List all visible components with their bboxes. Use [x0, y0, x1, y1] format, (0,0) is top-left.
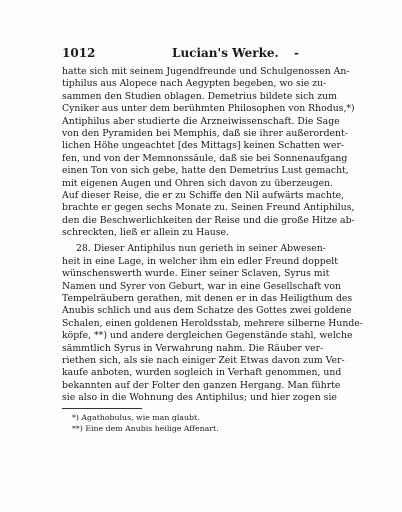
text-line: Tempelräubern gerathen, mit denen er in das Heiligthum des	[62, 293, 353, 305]
text-line: Namen und Syrer von Geburt, war in eine Gesellschaft von	[62, 280, 341, 292]
footnote-rule	[62, 408, 142, 409]
text-line: Cyniker aus unter dem berühmten Philosophen von Rhodus,*)	[62, 103, 355, 115]
text-line: von den Pyramiden bei Memphis, daß sie ihrer außerordent-	[62, 127, 348, 139]
page-number: 1012	[62, 46, 96, 60]
text-line: mit eigenen Augen und Ohren sich davon zu überzeugen.	[62, 177, 334, 189]
text-line: kaufe anboten, wurden sogleich in Verhaft genommen, und	[62, 367, 342, 379]
text-line: sammen den Studien oblagen. Demetrius bildete sich zum	[62, 90, 337, 102]
paragraph-start-line: 28. Dieser Antiphilus nun gerieth in seiner Abwesen-	[76, 243, 326, 255]
footnotes	[72, 412, 352, 434]
text-line: köpfe, **) und andere dergleichen Gegenstände stahl, welche	[62, 330, 353, 342]
text-line: sie also in die Wohnung des Antiphilus; und hier zogen sie	[62, 392, 337, 404]
text-line: riethen sich, als sie nach einiger Zeit Etwas davon zum Ver-	[62, 354, 345, 366]
text-line: Auf dieser Reise, die er zu Schiffe den Nil aufwärts machte,	[62, 189, 345, 201]
header-mark: -	[294, 46, 299, 60]
text-line: den die Beschwerlichkeiten der Reise und die große Hitze ab-	[62, 214, 355, 226]
text-line: tiphilus aus Alopece nach Aegypten begeben, wo sie zu-	[62, 78, 327, 90]
text-line: wünschenswerth wurde. Einer seiner Sclaven, Syrus mit	[62, 268, 330, 280]
text-line: fen, und von der Memnonssäule, daß sie bei Sonnenaufgang	[62, 152, 348, 164]
text-line: Schalen, einen goldenen Heroldsstab, mehrere silberne Hunde-	[62, 317, 363, 329]
text-line: bekannten auf der Folter den ganzen Hergang. Man führte	[62, 379, 341, 391]
running-title: Lucian's Werke.	[172, 46, 279, 60]
text-line: sämmtlich Syrus in Verwahrung nahm. Die Räuber ver-	[62, 342, 324, 354]
text-line: Antiphilus aber studierte die Arzneiwissenschaft. Die Sage	[62, 115, 340, 127]
text-line: heit in eine Lage, in welcher ihm ein edler Freund doppelt	[62, 255, 338, 267]
footnote: *) Agathobulus, wie man glaubt.	[72, 413, 200, 422]
text-line: einen Ton von sich gebe, hatte den Demetrius Lust gemacht,	[62, 165, 349, 177]
main-text	[62, 66, 366, 405]
text-line: hatte sich mit seinem Jugendfreunde und Schulgenossen An-	[62, 66, 350, 77]
page-header	[62, 46, 362, 64]
text-line: schreckten, ließ er allein zu Hause.	[62, 227, 230, 239]
text-line: Anubis schlich und aus dem Schatze des Gottes zwei goldene	[62, 305, 352, 317]
text-line: brachte er gegen sechs Monate zu. Seinen Freund Antiphilus,	[62, 202, 355, 214]
text-line: lichen Höhe ungeachtet [des Mittags] keinen Schatten wer-	[62, 140, 345, 152]
footnote: **) Eine dem Anubis heilige Affenart.	[72, 424, 219, 433]
